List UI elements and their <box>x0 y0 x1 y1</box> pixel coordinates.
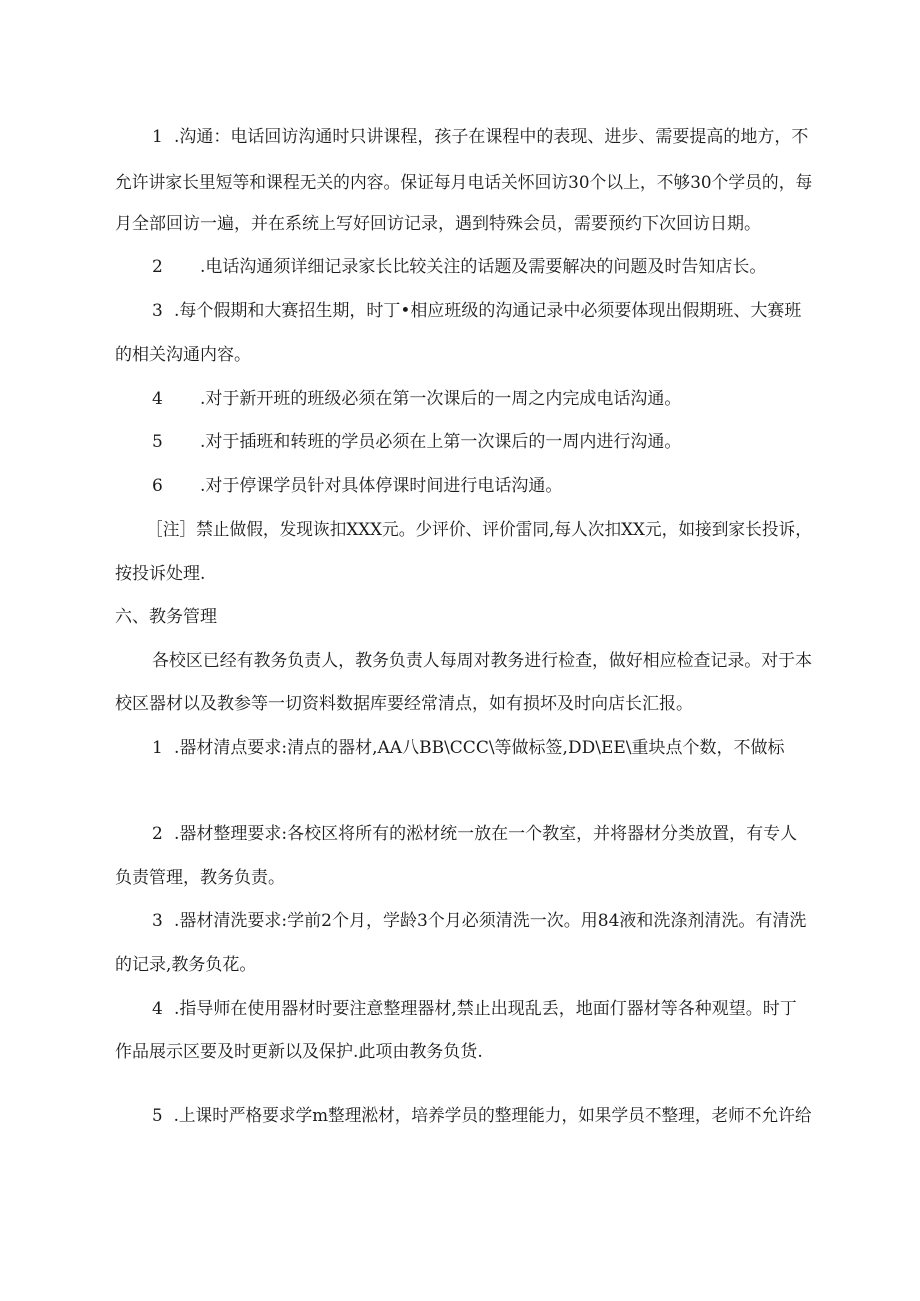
list-number: 2 <box>152 824 163 844</box>
paragraph-line <box>152 736 785 760</box>
list-number: 5 <box>152 1106 163 1126</box>
paragraph-line: 允许讲家长里短等和课程无关的内容。保证每月电话关怀回访30个以上，不够30个学员的，每 <box>115 173 813 193</box>
paragraph-line: 的记录,教务负花。 <box>115 955 257 975</box>
paragraph-line: 作品展示区要及时更新以及保护.此项由教务负货. <box>115 1042 483 1062</box>
line-text: .上课时严格要求学m整理淞材，培养学员的整理能力，如果学员不整理，老师不允许给 <box>173 1106 812 1126</box>
paragraph-line <box>152 125 808 149</box>
list-number: 2 <box>152 257 163 277</box>
list-number: 1 <box>152 738 163 758</box>
paragraph-line <box>152 299 801 323</box>
list-number: 6 <box>152 476 163 496</box>
line-text: .每个假期和大赛招生期，时丁•相应班级的沟通记录中必须要体现出假期班、大赛班 <box>174 301 802 321</box>
paragraph-line <box>152 387 681 411</box>
list-number: 4 <box>152 999 163 1019</box>
list-number: 5 <box>152 432 163 452</box>
line-text: .指导师在使用器材时要注意整理器材,禁止出现乱丢，地面仃器材等各种观望。时丁 <box>174 999 797 1019</box>
line-text: .器材整理要求:各校区将所有的淞材统一放在一个教室，并将器材分类放置，有专人 <box>174 824 798 844</box>
line-text: .对于插班和转班的学员必须在上第一次课后的一周内进行沟通。 <box>200 432 682 452</box>
line-text: .对于新开班的班级必须在第一次课后的一周之内完成电话沟通。 <box>200 389 682 409</box>
paragraph-line: 的相关沟通内容。 <box>115 345 251 365</box>
paragraph-line: 负责管理，教务负责。 <box>115 868 285 888</box>
note-line: 按投诉处理. <box>115 564 206 584</box>
list-number: 3 <box>152 911 163 931</box>
list-number: 1 <box>152 127 163 147</box>
line-text: .沟通：电话回访沟通时只讲课程，孩子在课程中的表现、进步、需要提高的地方，不 <box>174 127 809 147</box>
paragraph-line: 校区器材以及教参等一切资料数据库要经常清点，如有损坏及时向店长汇报。 <box>115 694 693 714</box>
line-text: .对于停课学员针对具体停课时间进行电话沟通。 <box>200 476 563 496</box>
paragraph-line <box>152 822 797 846</box>
paragraph-line <box>152 430 681 454</box>
section-heading: 六、教务管理 <box>115 607 217 627</box>
list-number: 4 <box>152 389 163 409</box>
line-text: .器材清洗要求:学前2个月，学龄3个月必须清洗一次。用84液和洗涤剂清洗。有清洗 <box>174 911 807 931</box>
paragraph-line <box>152 255 766 279</box>
paragraph-line <box>152 474 562 498</box>
line-text: .器材清点要求:清点的器材,AA八BB\CCC\等做标签,DD\EE\重块点个数，不做标 <box>174 738 785 758</box>
line-text: .电话沟通须详细记录家长比较关注的话题及需要解决的问题及时告知店长。 <box>200 257 767 277</box>
paragraph-line <box>152 909 806 933</box>
list-number: 3 <box>152 301 163 321</box>
note-line: ［注］禁止做假，发现诙扣XXX元。少评价、评价雷同,每人次扣XX元，如接到家长投诉， <box>146 520 812 540</box>
paragraph-line <box>152 1104 812 1128</box>
paragraph-line <box>152 997 797 1021</box>
paragraph-line: 月全部回访一遍，并在系统上写好回访记录，遇到特殊会员，需要预约下次回访日期。 <box>115 214 761 234</box>
paragraph-line: 各校区已经有教务负责人，教务负责人每周对教务进行检查，做好相应检查记录。对于本 <box>152 651 812 671</box>
